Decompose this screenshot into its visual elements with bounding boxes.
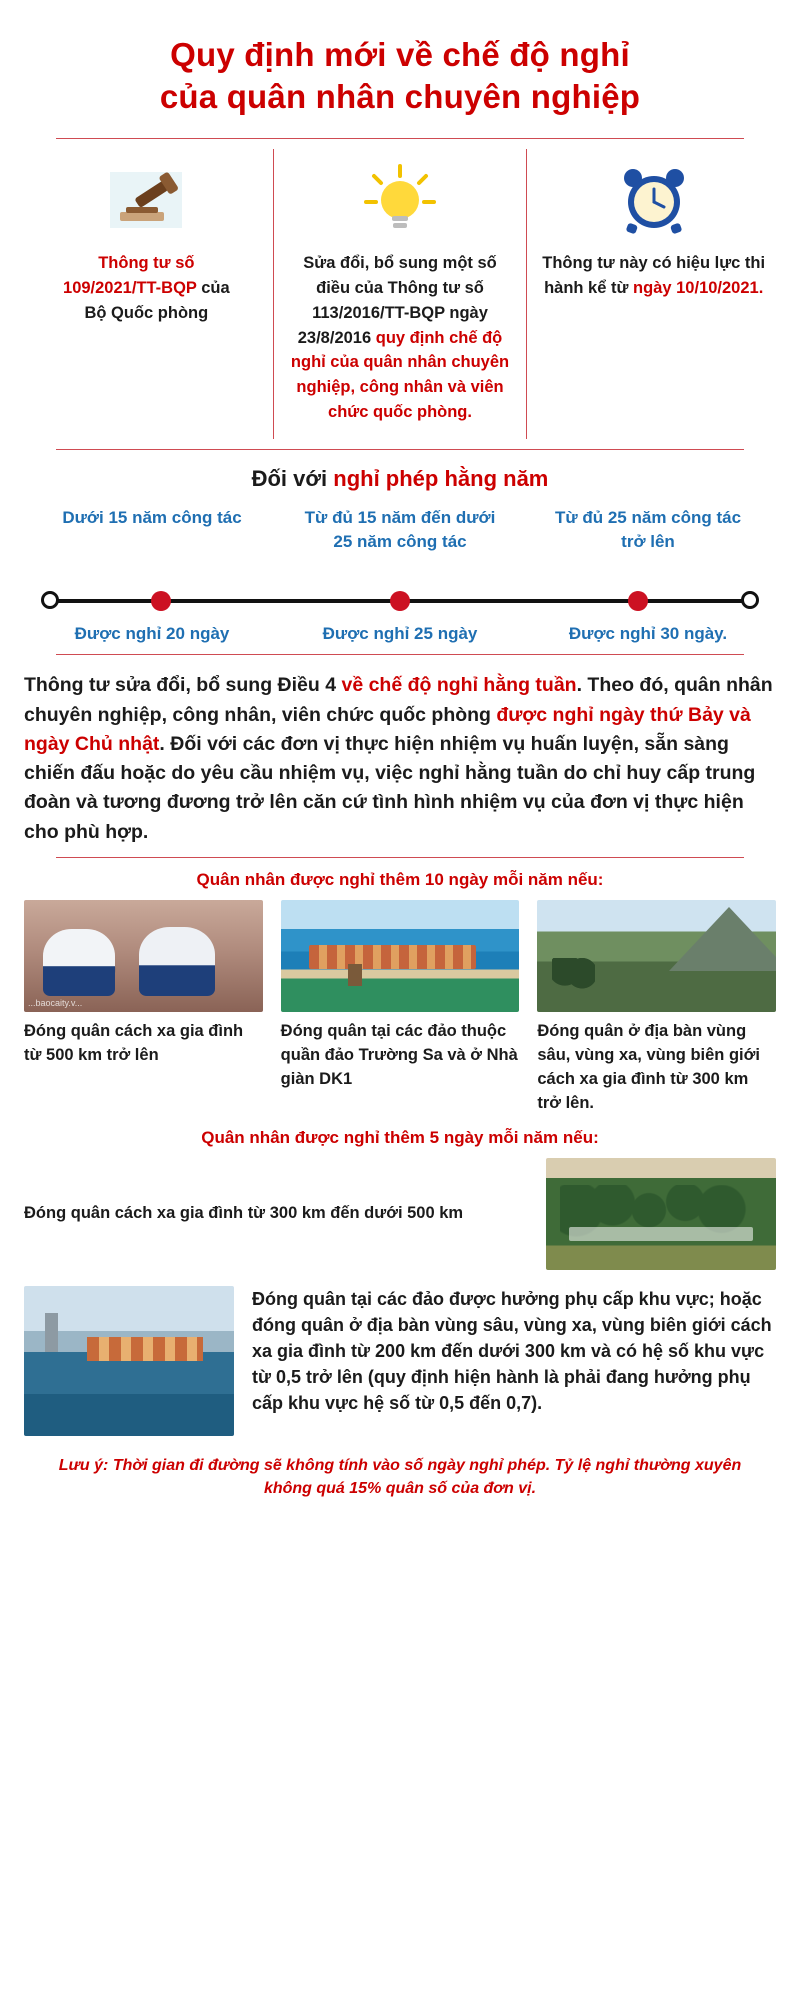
extra10-caption-1: Đóng quân cách xa gia đình từ 500 km trở lên — [24, 1021, 244, 1064]
band-text-amendment — [286, 251, 515, 424]
extra10-card-2 — [281, 900, 520, 1116]
para-highlight-2: được nghỉ ngày thứ Bảy và ngày Chủ nhật — [24, 703, 751, 755]
timeline-value-2: Được nghỉ 25 ngày — [322, 624, 478, 644]
band-text-decree — [32, 251, 261, 325]
timeline-endpoint-right — [741, 591, 759, 609]
extra10-card-3 — [537, 900, 776, 1116]
island-allowance-row — [20, 1286, 780, 1436]
annual-heading-red: nghỉ phép hằng năm — [333, 466, 549, 492]
divider-extra10-top — [56, 857, 744, 858]
annual-timeline — [20, 506, 780, 644]
weekly-rest-paragraph — [24, 671, 776, 847]
decree-number: 109/2021/TT-BQP — [63, 279, 197, 298]
divider-top — [56, 138, 744, 139]
band-text-effective — [539, 251, 768, 301]
divider-paragraph-top — [56, 654, 744, 655]
annual-heading-black: Đối với — [251, 466, 334, 492]
extra10-heading: Quân nhân được nghỉ thêm 10 ngày mỗi năm nếu: — [196, 869, 604, 889]
extra10-cards — [20, 900, 780, 1116]
band-column-effective — [526, 149, 780, 439]
extra5-row — [20, 1158, 780, 1270]
decree-of: của — [196, 279, 230, 298]
alarm-clock-icon — [539, 161, 768, 239]
gavel-icon — [32, 161, 261, 239]
extra10-caption-2: Đóng quân tại các đảo thuộc quần đảo Trường Sa và ở Nhà giàn DK1 — [280, 1021, 518, 1088]
island-pier-photo — [281, 900, 520, 1012]
para-part-2: . Theo đó, quân nhân chuyên nghiệp, công nhân, viên chức quốc phòng — [24, 674, 773, 726]
timeline-axis — [42, 588, 758, 614]
band-column-amendment — [273, 149, 527, 439]
title-line-2: của quân nhân chuyên nghiệp — [159, 78, 641, 116]
extra5-caption: Đóng quân cách xa gia đình từ 300 km đến dưới 500 km — [24, 1204, 464, 1223]
timeline-values — [28, 624, 772, 644]
photo-watermark: ...baocaity.v... — [28, 997, 83, 1008]
coastal-port-photo — [24, 1286, 234, 1436]
extra10-card-1 — [24, 900, 263, 1116]
effective-date: ngày 10/10/2021. — [633, 279, 764, 298]
band-column-decree — [20, 149, 273, 439]
para-part-3: . Đối với các đơn vị thực hiện nhiệm vụ huấn luyện, sẵn sàng chiến đấu hoặc do yêu cầu nhiệm vụ, việc nghỉ hằng tuần do chỉ huy cấp trung đoàn và tương đương trở lên căn cứ tình hình nhiệm vụ của đơn vị thực hiện cho phù hợp. — [24, 732, 756, 843]
extra5-photo-wrap — [546, 1158, 776, 1270]
timeline-label-1: Dưới 15 năm công tác — [62, 508, 242, 528]
divider-annual-top — [56, 449, 744, 450]
lightbulb-icon — [286, 161, 515, 239]
extra5-heading: Quân nhân được nghỉ thêm 5 ngày mỗi năm nếu: — [201, 1127, 599, 1147]
footer-note — [40, 1454, 760, 1500]
timeline-dot-3 — [628, 591, 648, 611]
note-label: Lưu ý: — [58, 1456, 113, 1474]
timeline-label-2: Từ đủ 15 năm đến dưới 25 năm công tác — [304, 508, 496, 552]
extra10-caption-3: Đóng quân ở địa bàn vùng sâu, vùng xa, vùng biên giới cách xa gia đình từ 300 km trở lên. — [537, 1021, 760, 1112]
amendment-lead: Sửa đổi, bổ sung một số điều của Thông tư số 113/2016/TT-BQP ngày 23/8/2016 — [297, 254, 497, 347]
para-part-1: Thông tư sửa đổi, bổ sung Điều 4 — [24, 674, 342, 697]
sailors-photo — [24, 900, 263, 1012]
island-photo-wrap — [24, 1286, 234, 1436]
amendment-scope: quy định chế độ nghỉ của quân nhân chuyên nghiệp, công nhân và viên chức quốc phòng. — [290, 328, 510, 421]
para-highlight-1: về chế độ nghỉ hằng tuần — [341, 674, 577, 697]
timeline-label-3: Từ đủ 25 năm công tác trở lên — [554, 508, 742, 552]
timeline-labels — [28, 506, 772, 584]
border-mountain-photo — [537, 900, 776, 1012]
timeline-value-3: Được nghỉ 30 ngày. — [568, 624, 728, 644]
timeline-dot-1 — [151, 591, 171, 611]
timeline-endpoint-left — [41, 591, 59, 609]
decree-issuer: Bộ Quốc phòng — [84, 303, 209, 322]
summary-band — [20, 149, 780, 439]
timeline-dot-2 — [390, 591, 410, 611]
annual-leave-heading — [20, 466, 780, 492]
decree-label: Thông tư số — [98, 254, 195, 273]
title-line-1: Quy định mới về chế độ nghỉ — [170, 36, 630, 73]
effective-lead: Thông tư này có hiệu lực thi hành kể từ — [542, 254, 766, 298]
timeline-value-1: Được nghỉ 20 ngày — [74, 624, 230, 644]
note-text: Thời gian đi đường sẽ không tính vào số ngày nghỉ phép. Tỷ lệ nghỉ thường xuyên không quá 15% quân số của đơn vị. — [112, 1456, 742, 1497]
island-allowance-caption: Đóng quân tại các đảo được hưởng phụ cấp khu vực; hoặc đóng quân ở địa bàn vùng sâu, vùng xa, vùng biên giới cách xa gia đình từ 200 km đến dưới 300 km và có hệ số khu vực từ 0,5 trở lên (quy định hiện hành là phải đang hưởng phụ cấp khu vực hệ số từ 0,5 đến 0,7). — [252, 1288, 772, 1414]
page-title — [20, 0, 780, 130]
soldiers-reading-photo — [546, 1158, 776, 1270]
